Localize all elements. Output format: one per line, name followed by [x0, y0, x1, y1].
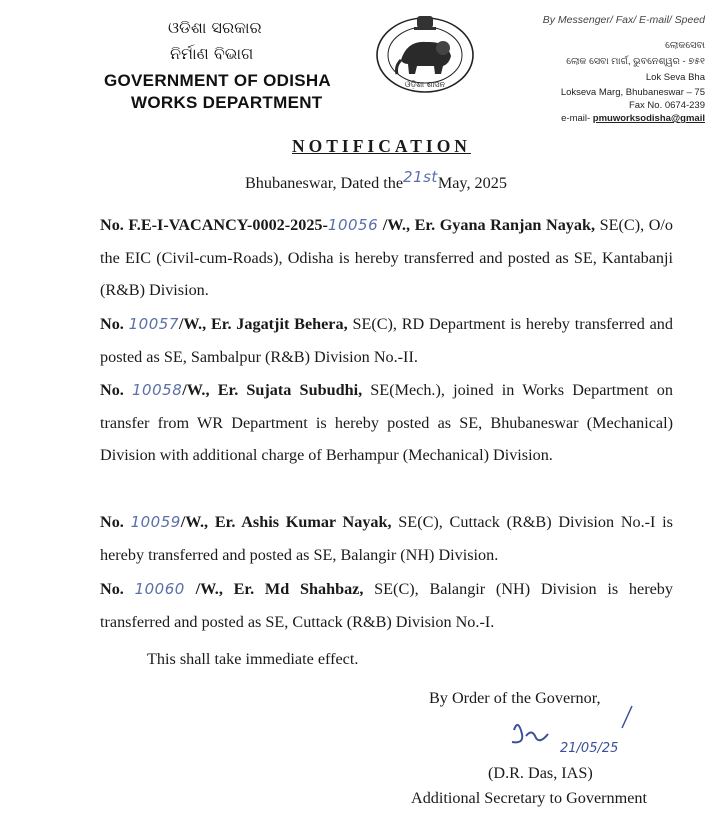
order-paragraph-3	[100, 374, 673, 472]
order-number-handwritten: 10059	[130, 513, 181, 531]
fax-number: Fax No. 0674-239	[628, 100, 705, 111]
order-number-suffix: /W.,	[378, 216, 415, 234]
officer-name: Er. Md Shahbaz,	[233, 580, 364, 598]
order-number-handwritten: 10060	[134, 580, 185, 598]
email-label: e-mail-	[561, 113, 593, 124]
order-number-suffix: /W.,	[180, 513, 215, 531]
odisha-emblem-logo	[371, 8, 479, 94]
header-govt-title: GOVERNMENT OF ODISHA	[104, 71, 332, 90]
signatory-name: (D.R. Das, IAS)	[488, 764, 593, 782]
notification-title: NOTIFICATION	[292, 136, 471, 156]
order-number-prefix: No.	[100, 315, 129, 333]
address-building: Lok Seva Bha	[645, 72, 705, 83]
signature-date: 21/05/25	[560, 741, 619, 756]
header-odia-govt: ଓଡିଶା ସରକାର	[168, 18, 262, 37]
signatory-designation: Additional Secretary to Government	[411, 789, 647, 807]
dateline-suffix: May, 2025	[437, 174, 507, 192]
order-number-suffix: /W.,	[178, 315, 211, 333]
officer-name: Er. Sujata Subudhi,	[217, 381, 363, 399]
effect-statement: This shall take immediate effect.	[147, 650, 359, 668]
officer-name: Er. Gyana Ranjan Nayak,	[414, 216, 596, 234]
address-odia-street: ଲୋକ ସେବା ମାର୍ଗ, ଭୁବନେଶ୍ୱର - ୭୫୧	[566, 56, 705, 67]
emblem-seal-icon	[371, 8, 479, 94]
dateline-prefix: Bhubaneswar, Dated the	[245, 174, 404, 192]
order-number-suffix: /W.,	[182, 381, 218, 399]
dateline	[245, 168, 507, 193]
header-odia-dept: ନିର୍ମାଣ ବିଭାଗ	[170, 44, 254, 63]
handwritten-signature-icon	[500, 700, 690, 770]
order-text: SE(Mech.), joined in Works Department on transfer from WR Department is hereby posted as SE, Bhubaneswar (Mechanical) Division with additional charge of Berhampur (Mechanical) Division.	[100, 381, 673, 465]
by-order-line: By Order of the Governor,	[429, 689, 601, 707]
order-text: SE(C), Cuttack (R&B) Division No.-I is hereby transferred and posted as SE, Balangir (NH) Division.	[100, 513, 673, 564]
dateline-day-handwritten: 21st	[403, 168, 438, 186]
order-text: SE(C), Balangir (NH) Division is hereby transferred and posted as SE, Cuttack (R&B) Division No.-I.	[100, 580, 673, 631]
order-number-handwritten: 10057	[128, 315, 179, 333]
address-street: Lokseva Marg, Bhubaneswar – 75	[560, 87, 705, 98]
email-address[interactable]: pmuworksodisha@gmail	[592, 113, 705, 124]
order-paragraph-5	[100, 573, 673, 638]
order-paragraph-1	[100, 209, 673, 307]
address-odia-building: ଲୋକସେବା	[665, 40, 705, 51]
emblem-text: ଓଡ଼ିଶା ଶାସନ	[404, 80, 446, 89]
order-number-prefix: No. F.E-I-VACANCY-0002-2025-	[100, 216, 328, 234]
email-line	[561, 113, 705, 124]
order-paragraph-2	[100, 308, 673, 373]
order-number-prefix: No.	[100, 580, 135, 598]
delivery-mode: By Messenger/ Fax/ E-mail/ Speed	[542, 14, 705, 26]
order-number-prefix: No.	[100, 381, 133, 399]
officer-name: Er. Jagatjit Behera,	[210, 315, 348, 333]
order-number-prefix: No.	[100, 513, 131, 531]
order-paragraph-4	[100, 506, 673, 571]
header-dept-title: WORKS DEPARTMENT	[131, 93, 323, 112]
order-text: SE(C), RD Department is hereby transferred and posted as SE, Sambalpur (R&B) Division No.-II.	[100, 315, 673, 366]
order-number-handwritten: 10056	[327, 216, 379, 234]
order-text: SE(C), O/o the EIC (Civil-cum-Roads), Odisha is hereby transferred and posted as SE, Kantabanji (R&B) Division.	[100, 216, 673, 300]
signature	[500, 700, 690, 770]
order-number-handwritten: 10058	[132, 381, 183, 399]
officer-name: Er. Ashis Kumar Nayak,	[214, 513, 392, 531]
order-number-suffix: /W.,	[184, 580, 234, 598]
